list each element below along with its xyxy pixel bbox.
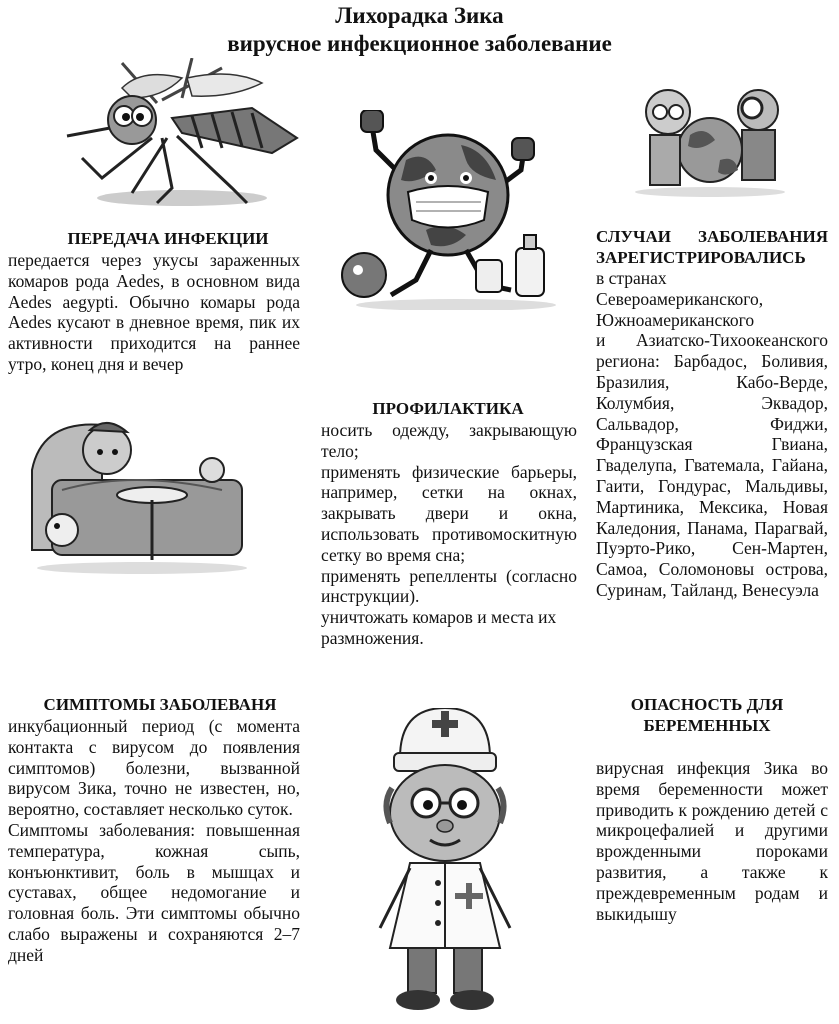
symptoms-text: [8, 716, 300, 966]
cases-line-3: Южноамериканского: [596, 309, 755, 330]
prevention-line-3: применять репелленты (согласно инструкции).: [321, 565, 577, 607]
symptoms-para-1: инкубационный период (с момента контакта с вирусом до появления симптомов) болезни, вызванной вирусом Зика, точно не известен, но, вероятно, составляет несколько суток.: [8, 716, 300, 820]
kids-globe-illustration: [630, 80, 790, 198]
sick-child-illustration: [22, 410, 248, 575]
cases-text: [596, 268, 828, 601]
globe-mask-illustration: [336, 110, 562, 310]
cases-line-4: и Азиатско-Тихоокеанского региона: Барбадос, Боливия, Бразилия, Кабо-Верде, Колумбия, Эквадор, Сальвадор, Фиджи, Французская Гвиана, Гваделупа, Гватемала, Гайана, Гаити, Гондурас, Мальдивы, Мартиника, Мексика, Новая Каледония, Панама, Парагвай, Пуэрто-Рико, Сен-Мартен, Самоа, Соломоновы острова, Суринам, Тайланд, Венесуэла: [596, 330, 828, 600]
symptoms-para-2: Симптомы заболевания: повышенная температура, кожная сыпь, конъюнктивит, боль в мышцах и суставах, общее недомогание и головная боль. Эти симптомы обычно слабо выражены и сохраняются 2–7 дней: [8, 819, 300, 965]
mosquito-illustration: [62, 58, 302, 208]
pregnancy-heading: [600, 694, 814, 736]
transmission-heading: ПЕРЕДАЧА ИНФЕКЦИИ: [67, 229, 269, 248]
prevention-line-4: уничтожать комаров и места их размножения.: [321, 607, 557, 648]
pregnancy-heading-line-1: ОПАСНОСТЬ ДЛЯ: [630, 695, 784, 714]
title-line-2: вирусное инфекционное заболевание: [227, 31, 612, 56]
cases-heading: СЛУЧАИ ЗАБОЛЕВАНИЯ ЗАРЕГИСТРИРОВАЛИСЬ: [596, 227, 828, 267]
pregnancy-heading-line-2: БЕРЕМЕННЫХ: [643, 716, 771, 735]
title-line-1: Лихорадка Зика: [335, 3, 504, 28]
doctor-illustration: [360, 708, 530, 1018]
cases-line-1: в странах: [596, 268, 667, 288]
symptoms-heading: СИМПТОМЫ ЗАБОЛЕВАНЯ: [43, 695, 277, 714]
cases-line-2: Североамериканского,: [596, 288, 764, 309]
prevention-heading: ПРОФИЛАКТИКА: [372, 399, 524, 418]
pregnancy-text: вирусная инфекция Зика во время беременности может приводить к рождению детей с микроцефалией и другими врожденными пороками развития, а также к преждевременным родам и выкидышу: [596, 758, 828, 924]
prevention-line-1: носить одежду, закрывающую тело;: [321, 420, 577, 461]
page-title: [0, 2, 839, 58]
transmission-text: передается через укусы зараженных комаров рода Aedes, в основном вида Aedes aegypti. Обычно комары рода Aedes кусают в дневное время, пик их активности приходится на раннее утро, конец дня и вечер: [8, 250, 300, 374]
prevention-text: [321, 420, 577, 649]
prevention-line-2: применять физические барьеры, например, сетки на окнах, закрывать двери и окна, использовать противомоскитную сетку во время сна;: [321, 461, 577, 565]
